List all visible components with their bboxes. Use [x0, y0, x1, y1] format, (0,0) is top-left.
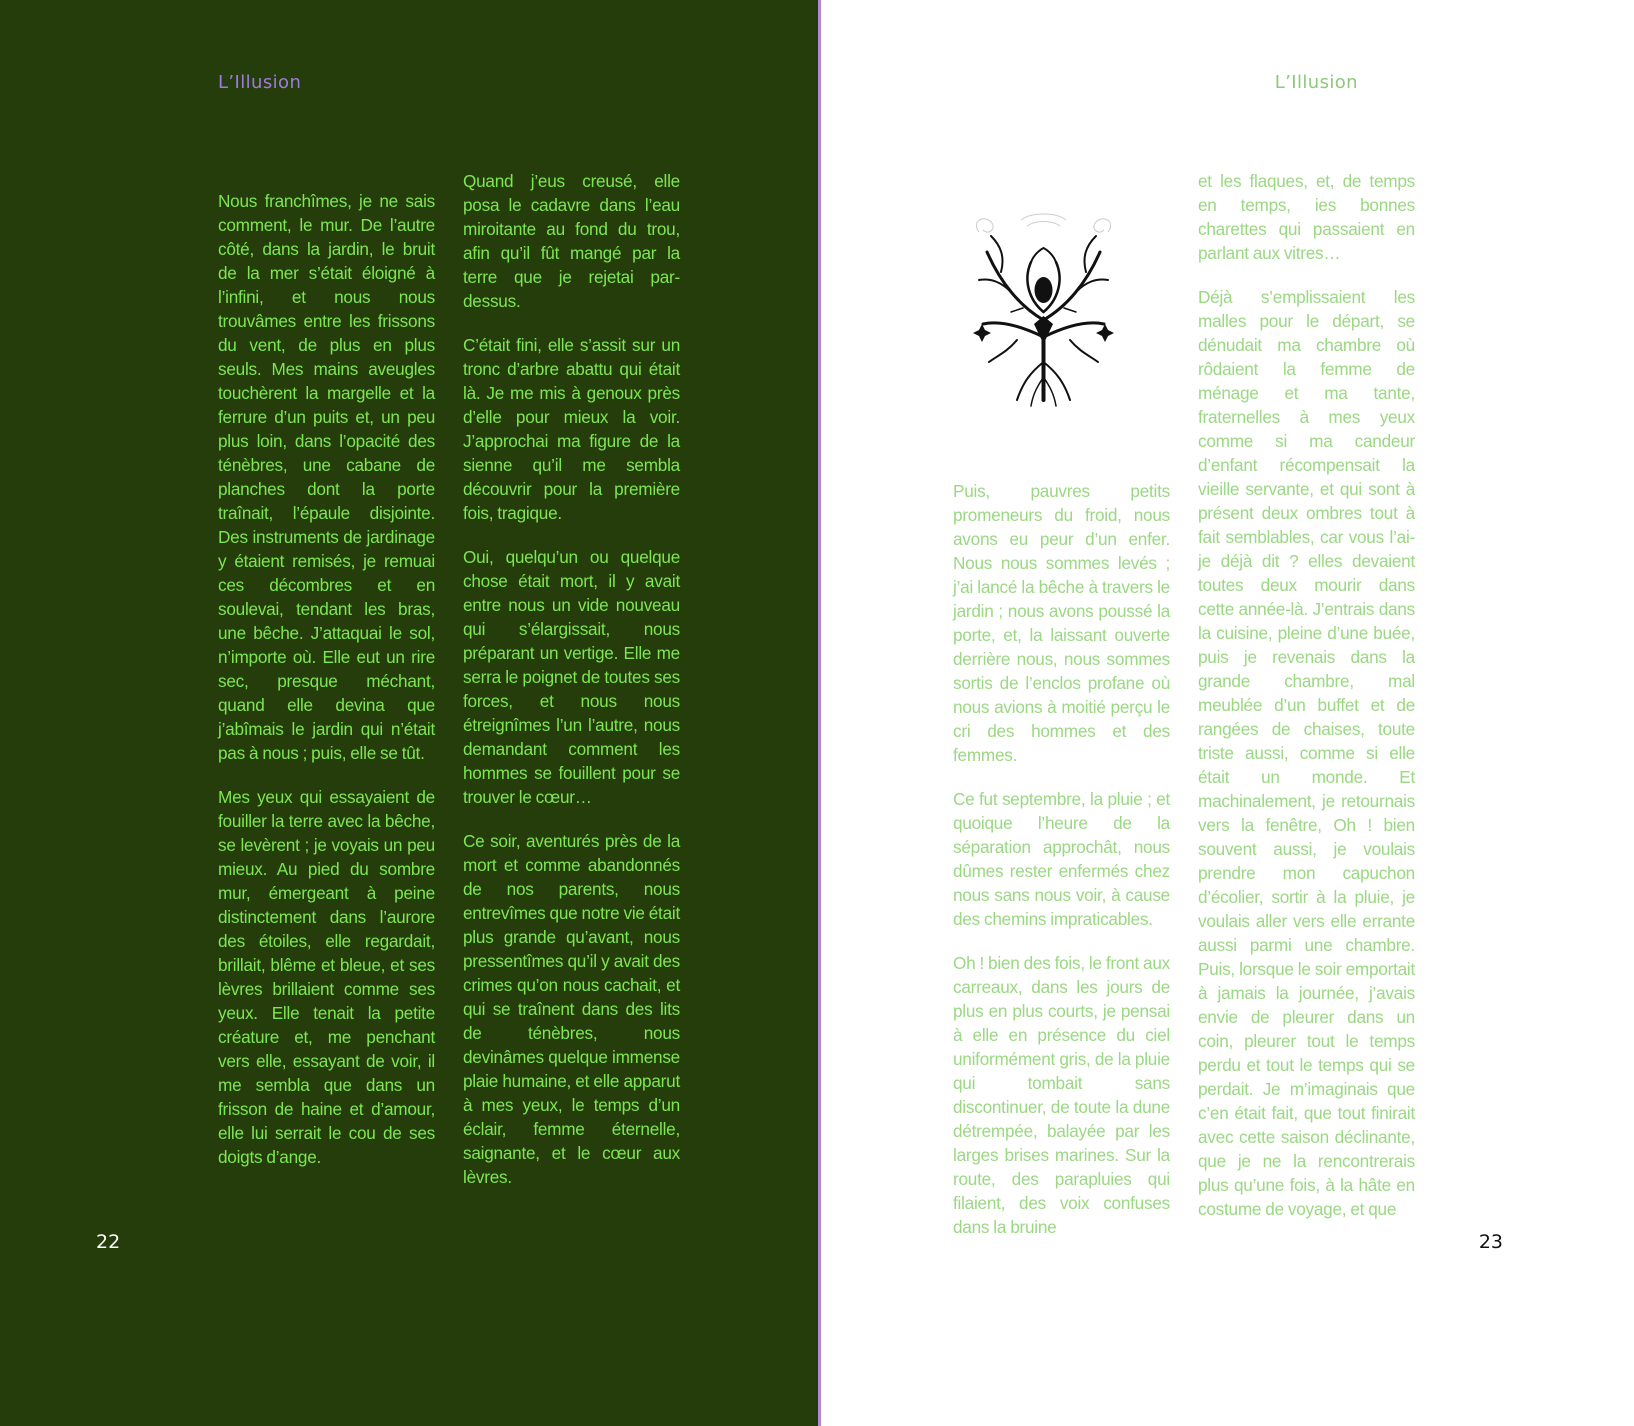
paragraph: Déjà s’emplissaient les malles pour le départ, se dénudait ma chambre où rôdaient la femme de ménage et ma tante, fraternelles à mes yeux comme si ma candeur d’enfant récompensait la vieille servante, et qui sont à présent deux ombres tout à fait semblables, car vous l’ai-je déjà dit ? elles devaient toutes deux mourir dans cette année-là. J’entrais dans la cuisine, pleine d’une buée, puis je revenais dans la grande chambre, mal meublée d’un buffet et de rangées de chaises, toute triste aussi, comme si elle était un monde. Et machinalement, je retournais vers la fenêtre, Oh ! bien souvent aussi, je voulais prendre mon capuchon d’écolier, sortir à la pluie, je voulais aller vers elle errante aussi parmi une chambre. Puis, lorsque le soir emportait à jamais la journée, j’avais envie de pleurer dans un coin, pleurer tout le temps perdu et tout le temps qui se perdait. Je m’imaginais que c’en était fait, que tout finirait avec cette saison déclinante, que je ne la rencontrerais plus qu’une fois, à la hâte en costume de voyage, et que — [1198, 287, 1415, 1219]
right-page-column-2 — [1198, 169, 1415, 1241]
left-page-column-1 — [218, 189, 435, 1189]
paragraph: Ce fut septembre, la pluie ; et quoique l’heure de la séparation approchât, nous dûmes rester enfermés chez nous sans nous voir, à cause des chemins impraticables. — [953, 789, 1170, 929]
paragraph: Ce soir, aventurés près de la mort et comme abandonnés de nos parents, nous entrevîmes que notre vie était plus grande qu’avant, nous pressentîmes qu’il y avait des crimes qu’on nous cachait, et qui se traînent dans des lits de ténèbres, nous devinâmes quelque immense plaie humaine, et elle apparut à mes yeux, le temps d’un éclair, femme éternelle, saignante, et le cœur aux lèvres. — [463, 831, 680, 1187]
running-head-right: L’Illusion — [1274, 72, 1358, 93]
paragraph: Mes yeux qui essayaient de fouiller la terre avec la bêche, se levèrent ; je voyais un peu mieux. Au pied du sombre mur, émergeant à peine distinctement dans l’aurore des étoiles, elle regardait, brillait, blême et bleue, et ses lèvres brillaient comme ses yeux. Elle tenait la petite créature et, me penchant vers elle, essayant de voir, il me sembla que dans un frisson de haine et d’amour, elle lui serrait le cou de ses doigts d’ange. — [218, 787, 435, 1167]
page-number-left: 22 — [96, 1231, 121, 1253]
paragraph: Oh ! bien des fois, le front aux carreaux, dans les jours de plus en plus courts, je pensai à elle en présence du ciel uniformément gris, de la pluie qui tombait sans discontinuer, de toute la dune détrempée, balayée par les larges brises marines. Sur la route, des parapluies qui filaient, des voix confuses dans la bruine — [953, 953, 1170, 1237]
paragraph: Oui, quelqu’un ou quelque chose était mort, il y avait entre nous un vide nouveau qui s’élargissait, nous préparant un vertige. Elle me serra le poignet de toutes ses forces, et nous nous étreignîmes l’un l’autre, nous demandant comment les hommes se fouillent pour se trouver le cœur… — [463, 547, 680, 807]
thorn-tree-ornament-icon — [961, 212, 1126, 412]
right-page — [821, 0, 1634, 1426]
page-number-right: 23 — [1478, 1231, 1503, 1253]
paragraph: Nous franchîmes, je ne sais comment, le mur. De l’autre côté, dans la jardin, le bruit de la mer s’était éloigné à l’infini, et nous nous trouvâmes entre les frissons du vent, de plus en plus seuls. Mes mains aveugles touchèrent la margelle et la ferrure d’un puits et, un peu plus loin, dans l’opacité des ténèbres, une cabane de planches dont la porte traînait, l’épaule disjointe. Des instruments de jardinage y étaient remisés, je remuai ces décombres et en soulevai, tendant les bras, une bêche. J’attaquai le sol, n’importe où. Elle eut un rire sec, presque méchant, quand elle devina que j’abîmais le jardin qui n’était pas à nous ; puis, elle se tût. — [218, 191, 435, 763]
running-head-left: L’Illusion — [218, 72, 302, 93]
right-page-column-1 — [953, 479, 1170, 1259]
paragraph: et les flaques, et, de temps en temps, ies bonnes charettes qui passaient en parlant aux vitres… — [1198, 171, 1415, 263]
left-page-column-2 — [463, 169, 680, 1209]
paragraph: Puis, pauvres petits promeneurs du froid, nous avons eu peur d’un enfer. Nous nous sommes levés ; j’ai lancé la bêche à travers le jardin ; nous avons poussé la porte, et, la laissant ouverte derrière nous, nous sommes sortis de l’enclos profane où nous avions à moitié perçu le cri des hommes et des femmes. — [953, 481, 1170, 765]
paragraph: C’était fini, elle s’assit sur un tronc d’arbre abattu qui était là. Je me mis à genoux près d’elle pour mieux la voir. J’approchai ma figure de la sienne qu’il me sembla découvrir pour la première fois, tragique. — [463, 335, 680, 523]
paragraph: Quand j’eus creusé, elle posa le cadavre dans l’eau miroitante au fond du trou, afin qu’il fût mangé par la terre que je rejetai par-dessus. — [463, 171, 680, 311]
